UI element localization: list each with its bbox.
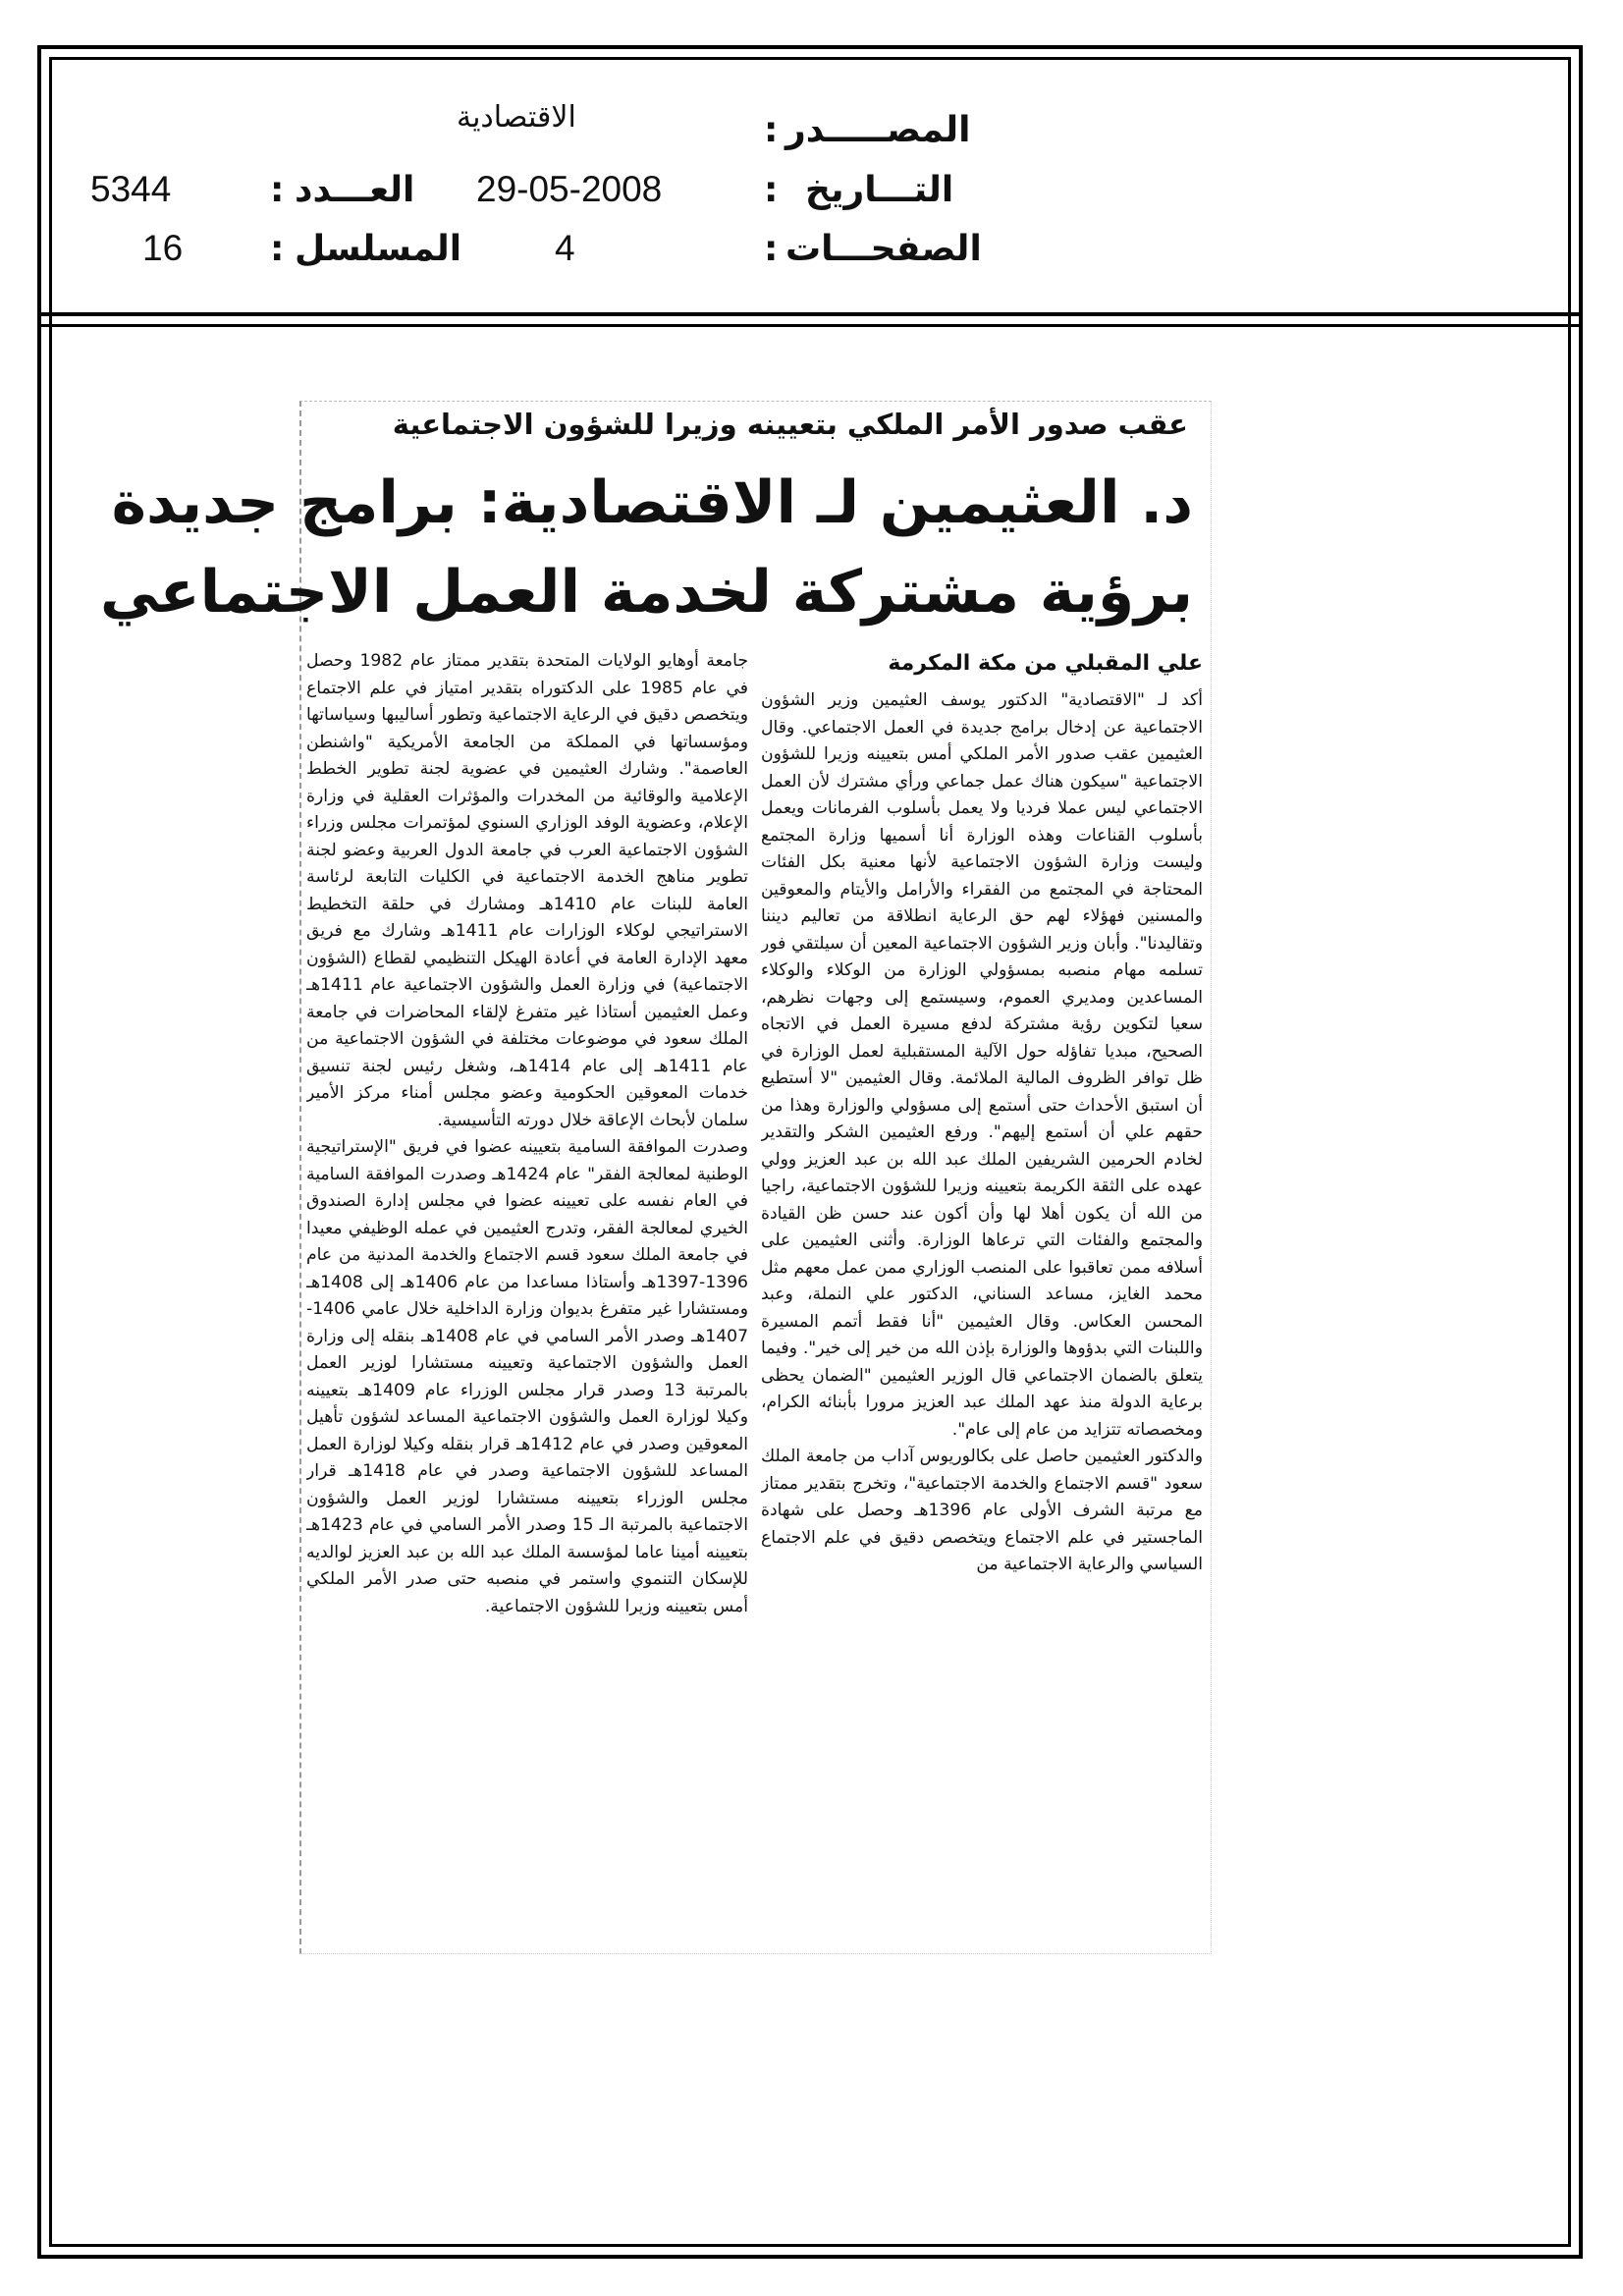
serial-value: 16 xyxy=(142,228,184,268)
article-paragraph: وصدرت الموافقة السامية بتعيينه عضوا في فريق "الإستراتيجية الوطنية لمعالجة الفقر" عام 1424هـ وصدرت الموافقة السامية في العام نفسه على تعيينه عضوا في مجلس إدارة الصندوق الخيري لمعالجة الفقر، وتدرج العثيمين في عمله الوظيفي معيدا في جامعة الملك سعود قسم الاجتماع والخدمة المدنية من عام 1396-1397هـ وأستاذا مساعدا من عام 1406هـ إلى 1408هـ ومستشارا غير متفرغ بديوان وزارة الداخلية خلال عامي 1406-1407هـ وصدر الأمر السامي في عام 1408هـ بنقله إلى وزارة العمل والشؤون الاجتماعية وتعيينه مستشارا لوزير العمل بالمرتبة 13 وصدر قرار مجلس الوزراء عام 1409هـ بتعيينه وكيلا لوزارة العمل والشؤون الاجتماعية المساعد لشؤون تأهيل المعوقين وصدر في عام 1412هـ قرار بنقله وكيلا لوزارة العمل المساعد للشؤون الاجتماعية وصدر في عام 1418هـ قرار مجلس الوزراء بتعيينه مستشارا لوزير العمل والشؤون الاجتماعية بالمرتبة الـ 15 وصدر الأمر السامي في عام 1423هـ بتعيينه أمينا عاما لمؤسسة الملك عبد الله بن عبد العزيز لوالديه للإسكان التنموي واستمر في منصبه حتى صدر الأمر الملكي أمس بتعيينه وزيرا للشؤون الاجتماعية. xyxy=(306,1137,748,1616)
source-colon: : xyxy=(764,110,779,150)
article-paragraph: أكد لـ "الاقتصادية" الدكتور يوسف العثيمين وزير الشؤون الاجتماعية عن إدخال برامج جديدة في العمل الاجتماعي. وقال العثيمين عقب صدور الأمر الملكي أمس بتعيينه وزيرا للشؤون الاجتماعية "سيكون هناك عمل جماعي ورأي مشترك لأن العمل الاجتماعي ليس عملا فرديا ولا يعمل بأسلوب الفرمانات ويعمل بأسلوب القناعات وهذه الوزارة أنا أسميها وزارة المجتمع وليست وزارة الشؤون الاجتماعية لأنها معنية بكل الفئات المحتاجة في المجتمع من الفقراء والأرامل والأيتام والمعوقين والمسنين فهؤلاء لهم حق الرعاية انطلاقة من تعاليم ديننا وتقاليدنا". وأبان وزير الشؤون الاجتماعية المعين أن سيلتقي فور تسلمه مهام منصبه بمسؤولي الوزارة من الوكلاء والوكلاء المساعدين ومديري العموم، وسيستمع إلى وجهات نظرهم، سعيا لتكوين رؤية مشتركة لدفع مسيرة العمل في الاتجاه الصحيح، مبديا تفاؤله حول الآلية المستقبلية لعمل الوزارة في ظل توافر الظروف المالية الملائمة. وقال العثيمين "لا أستطيع أن استبق الأحداث حتى أستمع إلى مسؤولي والوزارة وهذا من حقهم علي أن أستمع إليهم". ورفع العثيمين الشكر والتقدير لخادم الحرمين الشريفين الملك عبد الله بن عبد العزيز وولي عهده على الثقة الكريمة بتعيينه وزيرا للشؤون الاجتماعية، راجيا من الله أن يكون أهلا لها وأن أكون عند حسن ظن القيادة والمجتمع والفئات التي ترعاها الوزارة. وأثنى العثيمين على أسلافه ممن تعاقبوا على المنصب الوزاري ممن عمل معهم مثل محمد الغايز، مساعد السناني، الدكتور علي النملة، وعبد المحسن العكاس. وقال العثيمين "أنا فقط أتمم المسيرة واللبنات التي بدؤوها والوزارة بإذن الله من خير إلى خير". وفيما يتعلق بالضمان الاجتماعي قال الوزير العثيمين "الضمان يحظى برعاية الدولة منذ عهد الملك عبد العزيز مرورا بأبنائه الكرام، ومخصصاته تتزايد من عام إلى عام". xyxy=(761,690,1203,1440)
issue-colon: : xyxy=(270,170,285,210)
article-headline-line1: د. العثيمين لـ الاقتصادية: برامج جديدة xyxy=(111,468,1193,537)
header-divider xyxy=(37,312,1583,316)
date-label: التـــاريخ xyxy=(805,170,954,210)
article-kicker: عقب صدور الأمر الملكي بتعيينه وزيرا للشؤون الاجتماعية xyxy=(392,408,1188,441)
pages-colon: : xyxy=(764,229,779,269)
article-column-left xyxy=(306,648,748,1886)
serial-label: المسلسل xyxy=(295,229,462,269)
date-value: 29-05-2008 xyxy=(476,169,663,209)
article-column-right xyxy=(761,687,1203,1905)
header-divider-inner xyxy=(37,324,1583,327)
date-colon: : xyxy=(764,170,779,210)
article-headline-line2: برؤية مشتركة لخدمة العمل الاجتماعي xyxy=(99,558,1193,627)
source-label: المصـــــدر xyxy=(785,110,971,150)
issue-value: 5344 xyxy=(90,169,172,209)
source-value: الاقتصادية xyxy=(457,100,576,135)
article-paragraph: جامعة أوهايو الولايات المتحدة بتقدير ممتاز عام 1982 وحصل في عام 1985 على الدكتوراه بتقدير امتياز في علم الاجتماع ويتخصص دقيق في الرعاية الاجتماعية وتطور أساليبها وسياساتها ومؤسساتها في المملكة من الجامعة الأمريكية "واشنطن العاصمة". وشارك العثيمين في عضوية لجنة تطوير الخطط الإعلامية والوقائية من المخدرات والمؤثرات العقلية في وزارة الإعلام، وعضوية الوفد الوزاري السنوي لمؤتمرات مجلس وزراء الشؤون الاجتماعية العرب في جامعة الدول العربية وعضو لجنة تطوير مناهج الخدمة الاجتماعية في الكليات التابعة لرئاسة العامة للبنات عام 1410هـ ومشارك في حلقة التخطيط الاستراتيجي لوكلاء الوزارات عام 1411هـ وشارك مع فريق معهد الإدارة العامة في أعادة الهيكل التنظيمي لقطاع (الشؤون الاجتماعية) في وزارة العمل والشؤون الاجتماعية عام 1411هـ وعمل العثيمين أستاذا غير متفرغ لإلقاء المحاضرات في جامعة الملك سعود في موضوعات مختلفة في الشؤون الاجتماعية من عام 1411هـ إلى عام 1414هـ، وشغل رئيس لجنة تنسيق خدمات المعوقين الحكومية وعضو مجلس أمناء مركز الأمير سلمان لأبحاث الإعاقة خلال دورته التأسيسية. xyxy=(306,651,748,1130)
article-byline: علي المقبلي من مكة المكرمة xyxy=(888,651,1203,676)
serial-colon: : xyxy=(270,229,285,269)
pages-label: الصفحـــات xyxy=(785,229,982,269)
pages-value: 4 xyxy=(555,228,575,268)
issue-label: العـــدد xyxy=(295,170,415,210)
article-paragraph: والدكتور العثيمين حاصل على بكالوريوس آداب من جامعة الملك سعود "قسم الاجتماع والخدمة الاجتماعية"، وتخرج بتقدير ممتاز مع مرتبة الشرف الأولى عام 1396هـ وحصل على شهادة الماجستير في علم الاجتماع ويتخصص دقيق في علم الاجتماع السياسي والرعاية الاجتماعية من xyxy=(761,1447,1203,1574)
